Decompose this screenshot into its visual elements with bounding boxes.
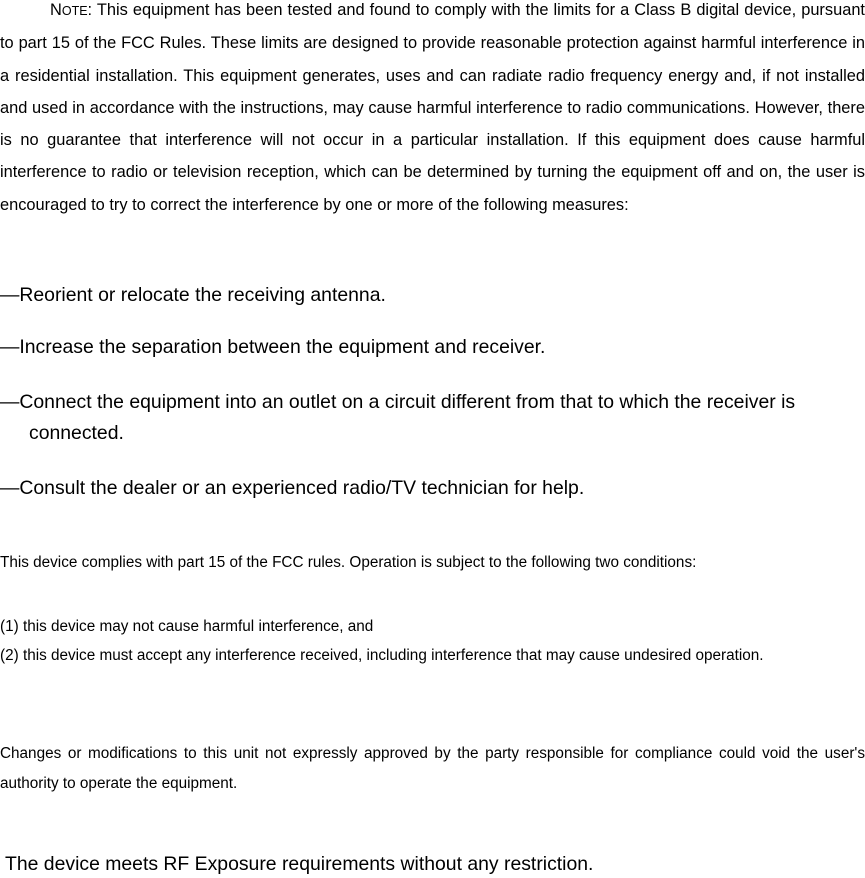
fcc-note-paragraph (0, 0, 865, 221)
note-label-rest: OTE (61, 4, 88, 18)
changes-warning: Changes or modifications to this unit not expressly approved by the party responsible for compliance could void the user's authority to operate the equipment. (0, 745, 865, 792)
measure-increase-separation: —Increase the separation between the equipment and receiver. (0, 336, 546, 358)
condition-two: (2) this device must accept any interference received, including interference that may cause undesired operation. (0, 647, 764, 664)
measure-reorient-antenna: —Reorient or relocate the receiving antenna. (0, 284, 386, 306)
note-label-initial: N (50, 1, 62, 19)
measure-different-outlet: —Connect the equipment into an outlet on a circuit different from that to which the receiver is connected. (0, 391, 796, 444)
condition-one: (1) this device may not cause harmful interference, and (0, 618, 374, 635)
note-text: This equipment has been tested and found to comply with the limits for a Class B digital device, pursuant to part 15 of the FCC Rules. These limits are designed to provide reasonable protection against harmful interference in a residential installation. This equipment generates, uses and can radiate radio frequency energy and, if not installed and used in accordance with the instructions, may cause harmful interference to radio communications. However, there is no guarantee that interference will not occur in a particular installation. If this equipment does cause harmful interference to radio or television reception, which can be determined by turning the equipment off and on, the user is encouraged to try to correct the interference by one or more of the following measures: (0, 1, 865, 214)
rf-exposure-statement: The device meets RF Exposure requirements without any restriction. (5, 853, 594, 875)
measure-consult-dealer: —Consult the dealer or an experienced radio/TV technician for help. (0, 477, 585, 499)
note-label-colon: : (87, 1, 93, 19)
part15-compliance-intro: This device complies with part 15 of the FCC rules. Operation is subject to the following two conditions: (0, 554, 697, 571)
